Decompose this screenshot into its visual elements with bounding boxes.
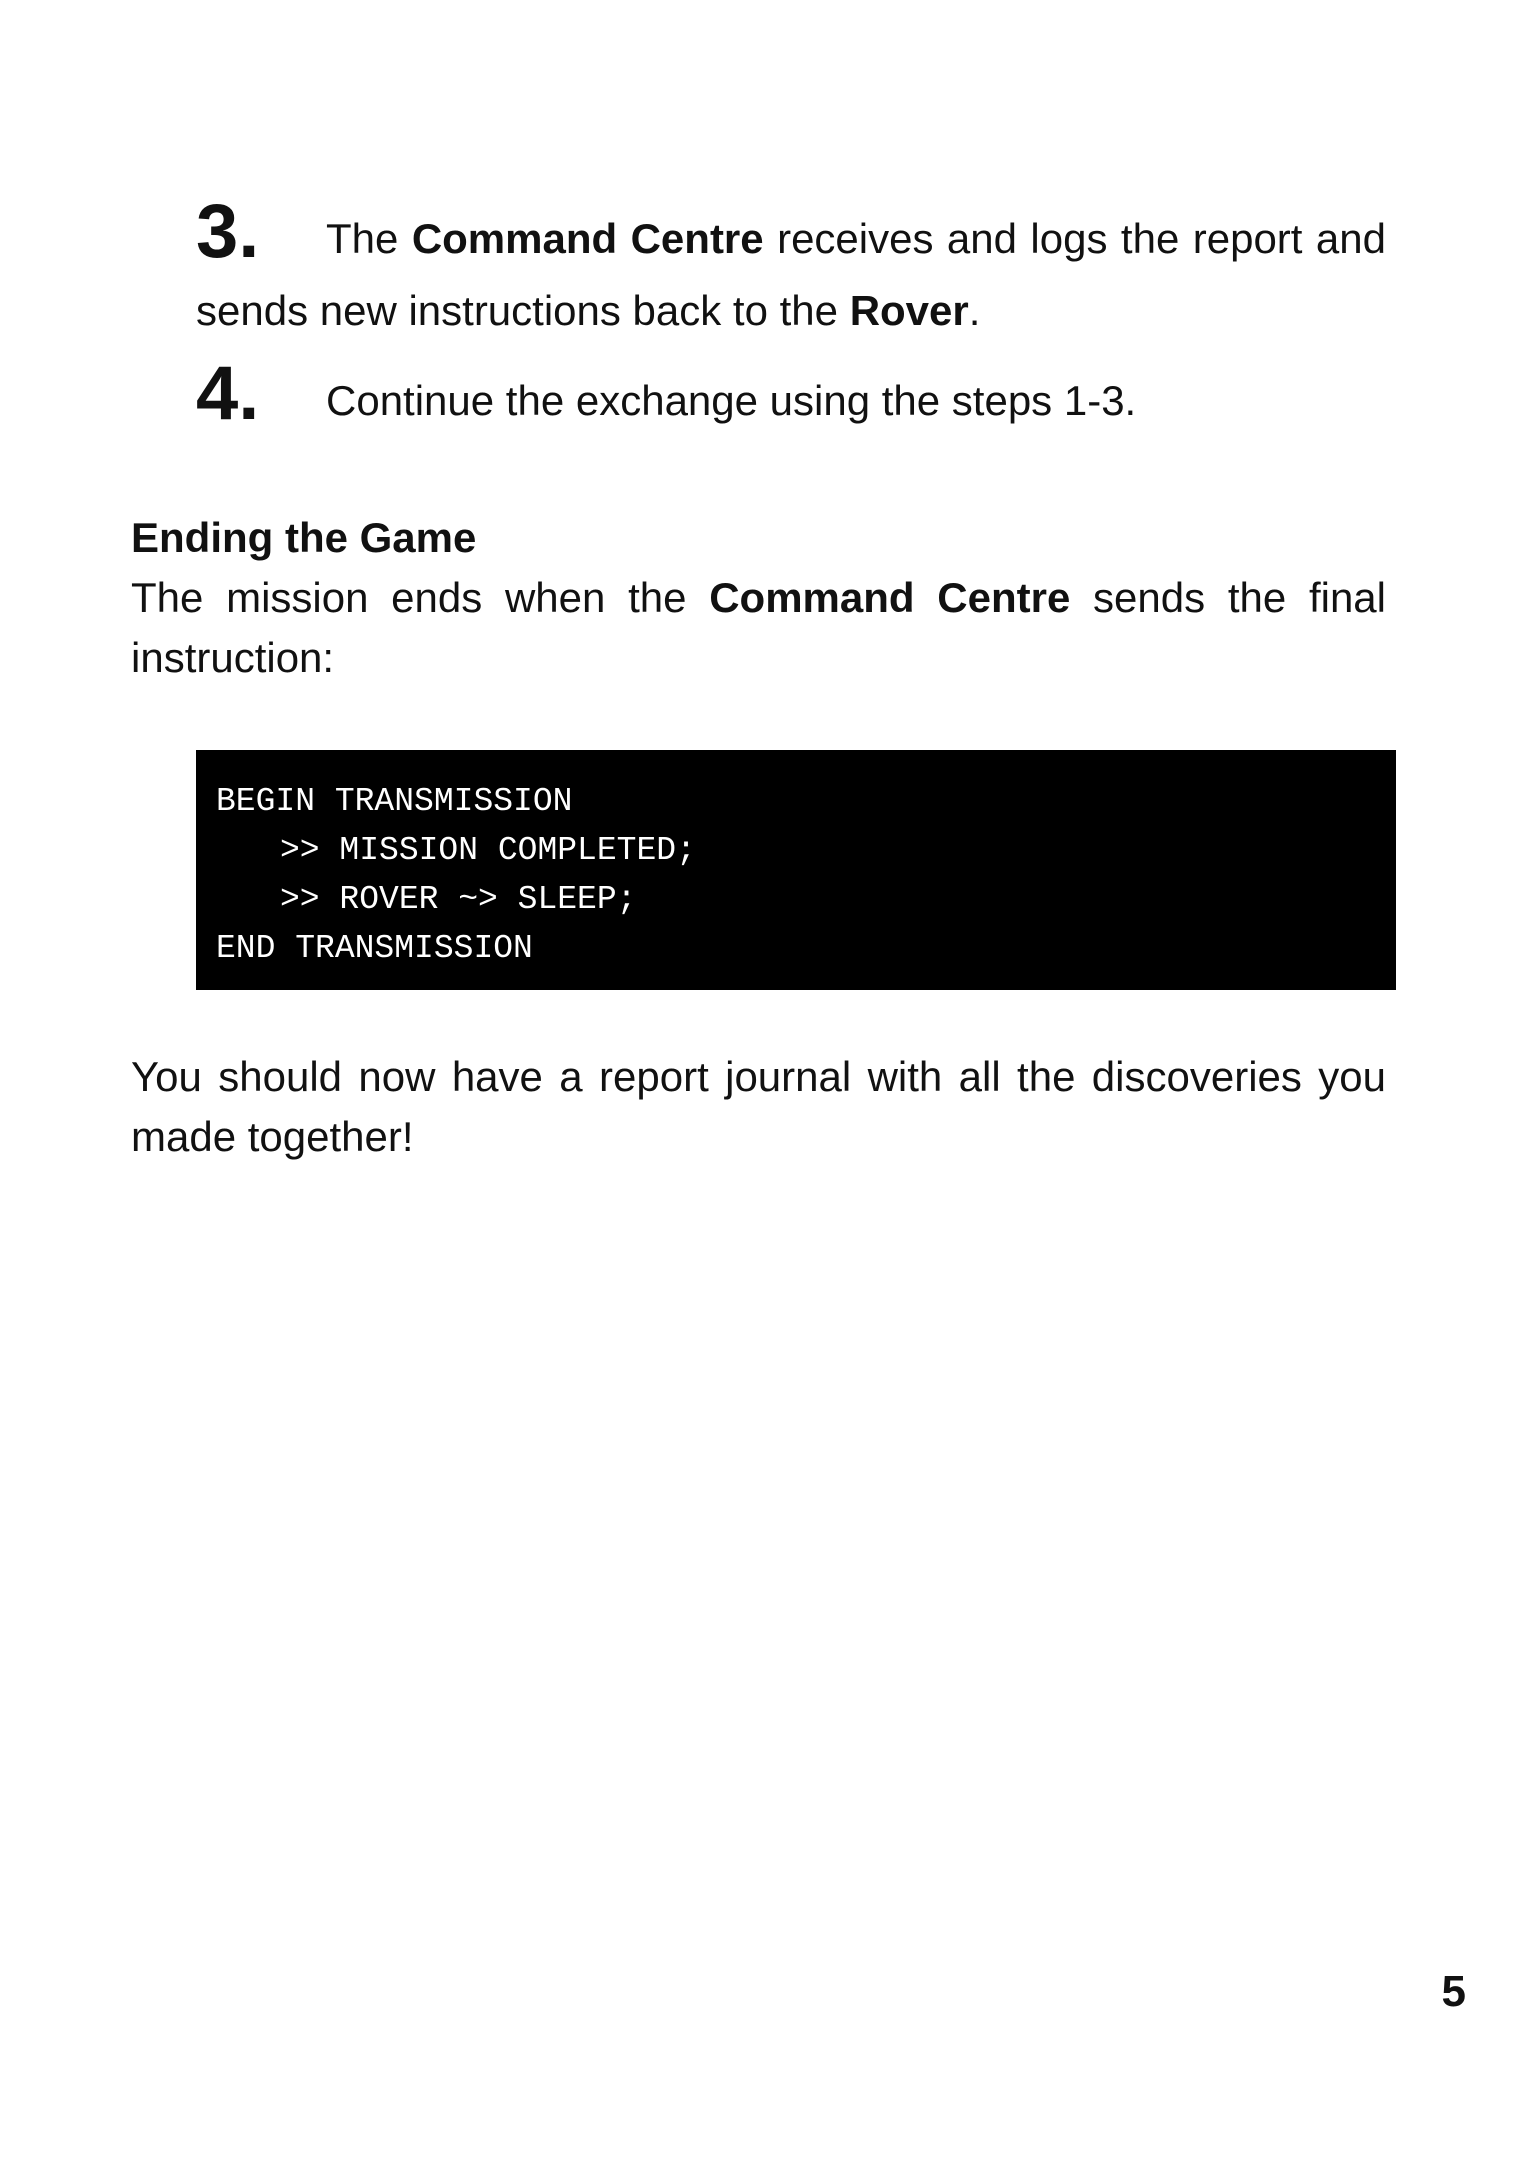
bold-term-rover: Rover xyxy=(849,287,969,334)
page-number: 5 xyxy=(1441,1967,1466,2016)
step-3-line-1 xyxy=(196,189,1386,275)
paragraph-text: The mission ends when the xyxy=(131,574,710,621)
step-3 xyxy=(196,189,1386,347)
step-4 xyxy=(196,351,1386,437)
step-text: The xyxy=(326,215,412,262)
paragraph-line xyxy=(131,568,1386,628)
code-line: >> MISSION COMPLETED; xyxy=(280,832,696,869)
step-number: 3. xyxy=(196,189,260,274)
closing-paragraph xyxy=(131,1047,1386,1167)
paragraph-line: made together! xyxy=(131,1113,414,1160)
ending-paragraph xyxy=(131,568,1386,688)
section-heading: Ending the Game xyxy=(131,514,477,561)
step-text: sends new instructions back to the xyxy=(196,287,850,334)
bold-term-command-centre: Command Centre xyxy=(709,574,1071,621)
step-3-line-2 xyxy=(196,287,980,334)
code-line: >> ROVER ~> SLEEP; xyxy=(280,881,637,918)
bold-term-command-centre: Command Centre xyxy=(411,215,764,262)
code-line: BEGIN TRANSMISSION xyxy=(216,783,573,820)
step-text: Continue the exchange using the steps 1-3. xyxy=(326,377,1137,424)
code-line: END TRANSMISSION xyxy=(216,930,533,967)
step-number: 4. xyxy=(196,351,260,436)
paragraph-text: sends the final xyxy=(1070,574,1387,621)
step-text: . xyxy=(968,287,981,334)
transmission-code-block xyxy=(196,750,1396,990)
step-text: receives and logs the report and xyxy=(763,215,1386,262)
paragraph-line: You should now have a report journal with all the discoveries you xyxy=(131,1053,1386,1100)
paragraph-line: instruction: xyxy=(131,634,335,681)
